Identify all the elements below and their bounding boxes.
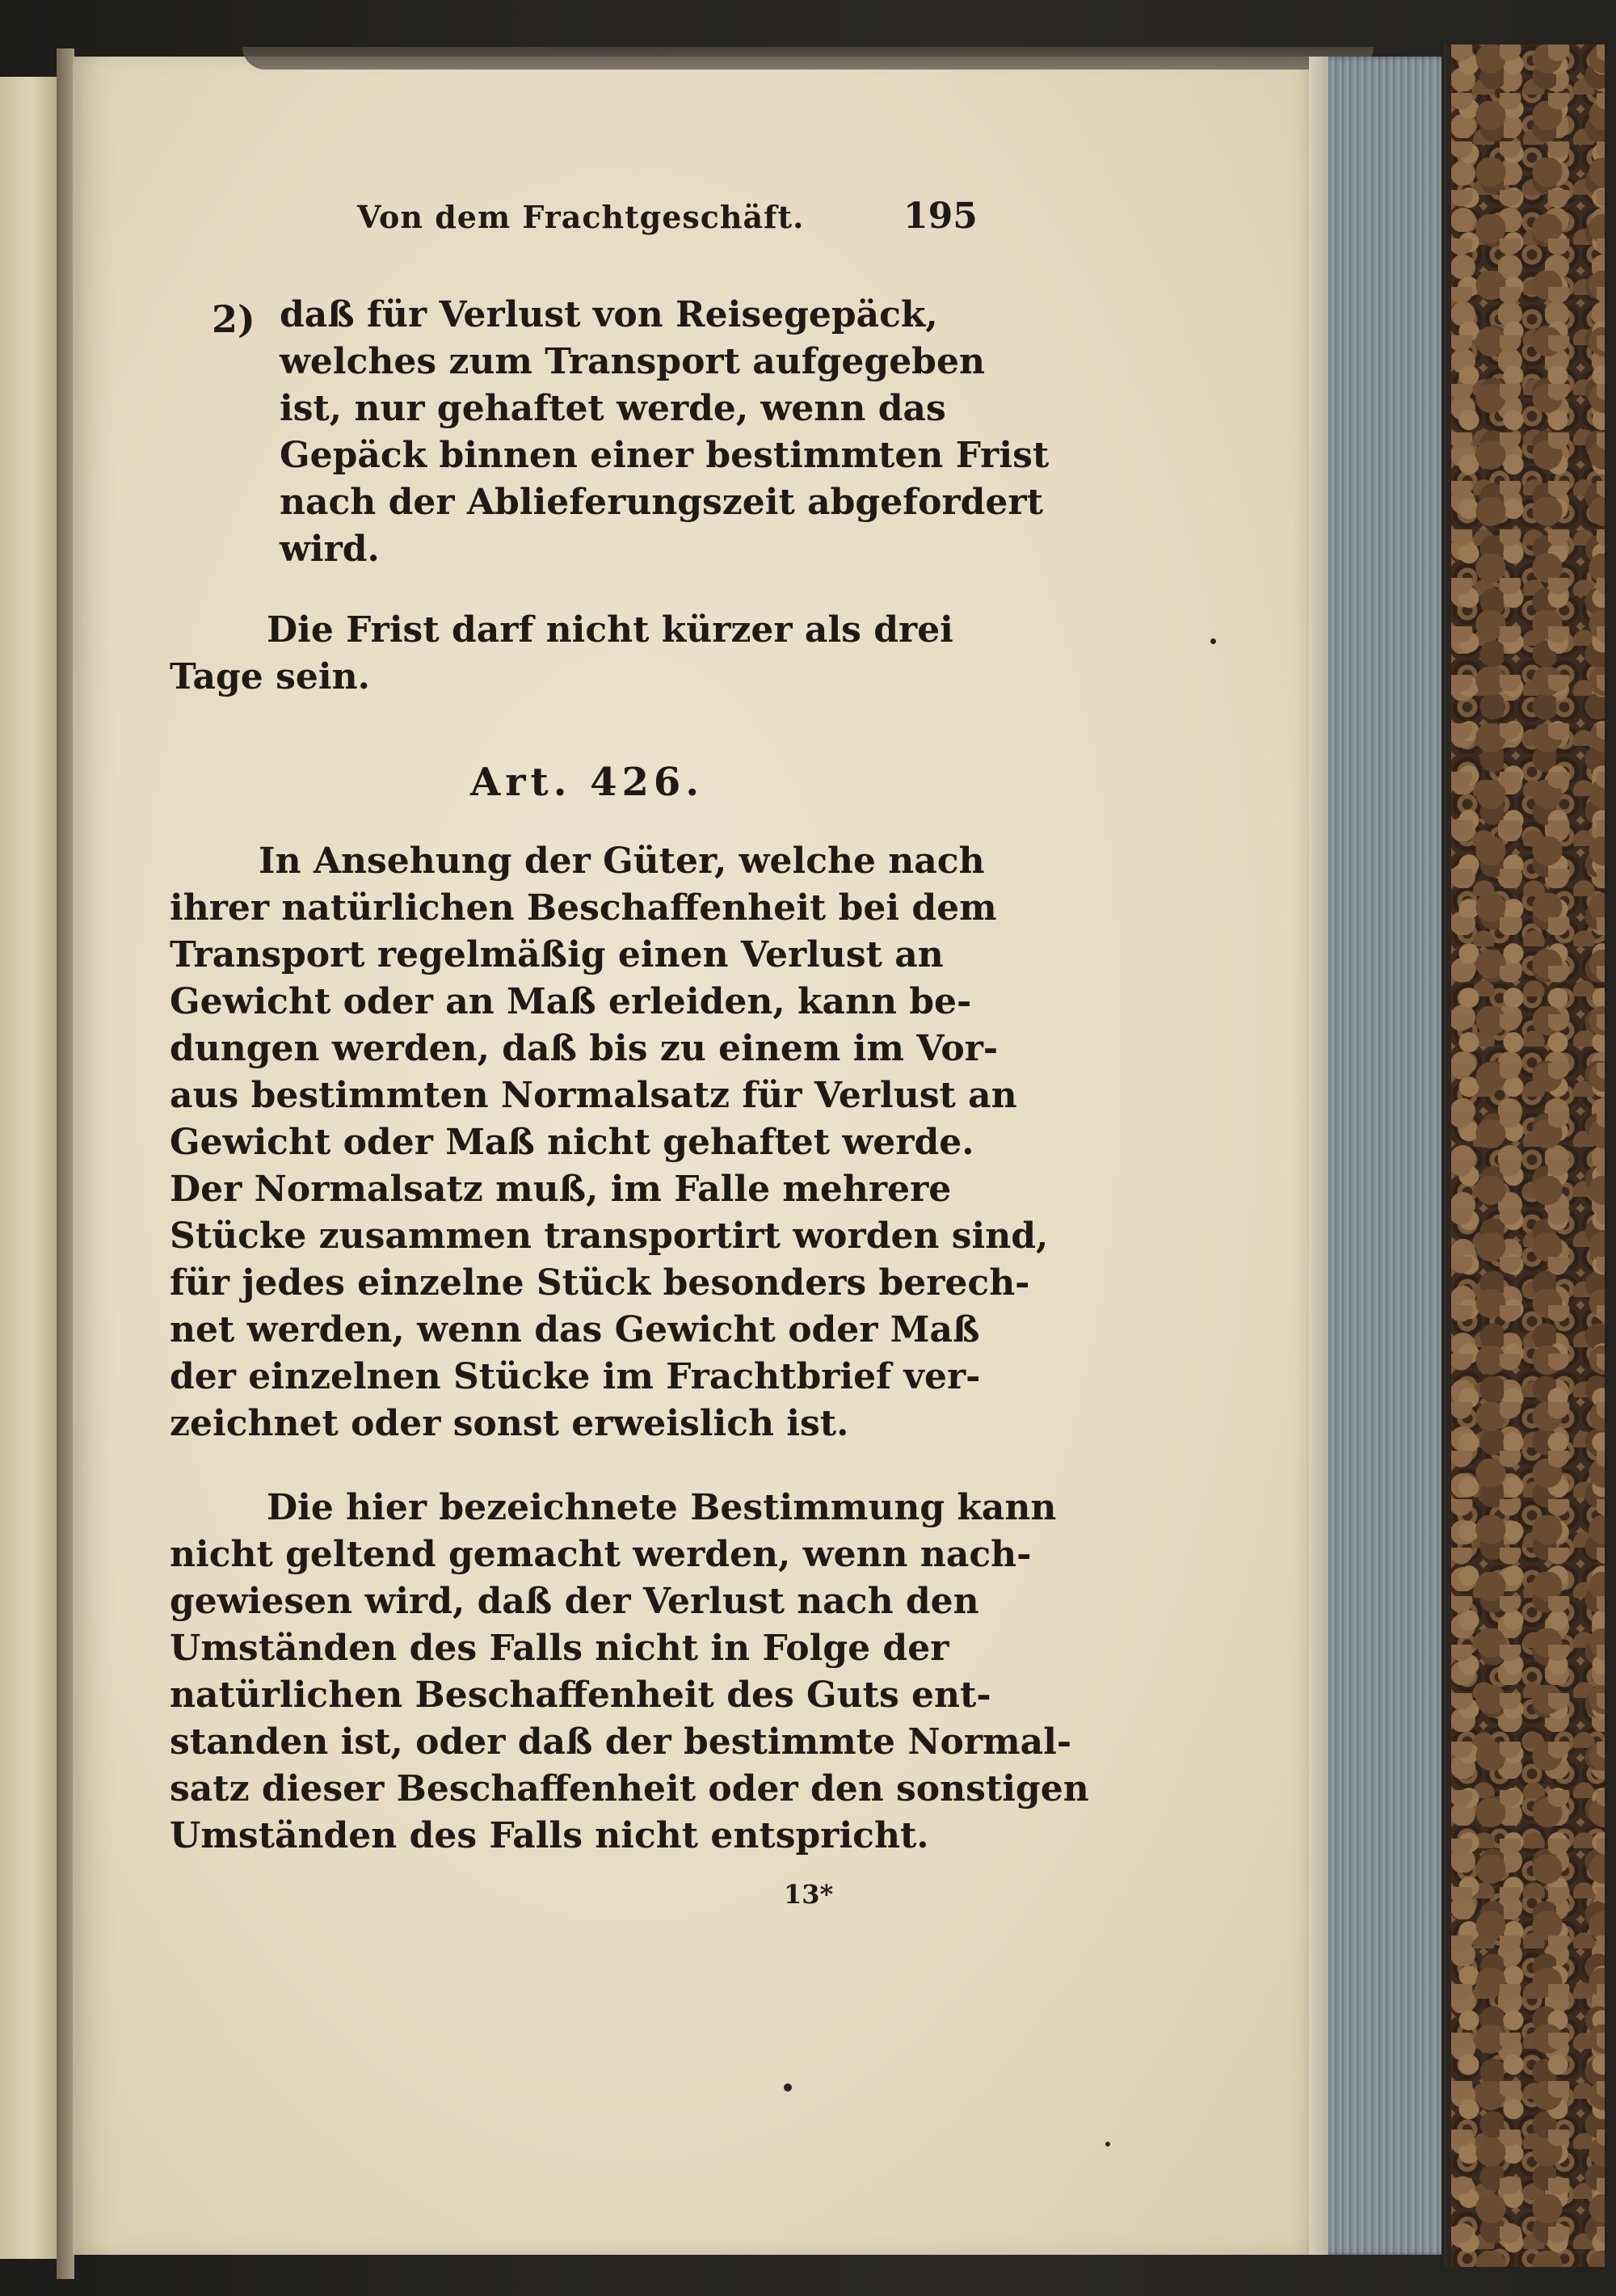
text-line [280,294,974,335]
text-line: standen ist, oder daß der bestimmte Normal- [170,1721,1072,1763]
text-line: dungen werden, daß bis zu einem im Vor- [170,1028,999,1069]
running-head: Von dem Frachtgeschäft. [357,199,805,235]
article-heading: Art. 426. [470,760,705,805]
text-line: Gewicht oder Maß nicht gehaftet werde. [170,1122,974,1163]
text-line: In Ansehung der Güter, welche nach [259,840,985,882]
text-line: satz dieser Beschaffenheit oder den sonstigen [170,1768,1089,1809]
text-line: Tage sein. [170,656,370,697]
item-marker: 2) [212,297,255,341]
paper-speck [1105,2142,1110,2146]
text-line: wird. [280,529,380,570]
text-line: Gepäck binnen einer bestimmten Frist [280,435,1050,476]
text-line: zeichnet oder sonst erweislich ist. [170,1403,849,1444]
paper-speck [784,2083,792,2092]
text-line: nach der Ablieferungszeit abgefordert [280,482,1043,523]
text-line: natürlichen Beschaffenheit des Guts ent- [170,1675,991,1716]
paper-speck [1210,638,1216,644]
text-line: ist, nur gehaftet werde, wenn das [280,388,946,429]
top-page-edge [242,47,1374,70]
text-line: welches zum Transport aufgegeben [280,341,985,382]
text-line: Der Normalsatz muß, im Falle mehrere [170,1169,952,1210]
text-line: nicht geltend gemacht werden, wenn nach- [170,1534,1032,1575]
text-line: Die Frist darf nicht kürzer als drei [267,609,953,651]
text-line: ihrer natürlichen Beschaffenheit bei dem [170,887,997,929]
page-block-edges [1309,57,1446,2255]
text-line: Transport regelmäßig einen Verlust an [170,934,944,975]
text-line: gewiesen wird, daß der Verlust nach den [170,1581,979,1622]
text-line: aus bestimmten Normalsatz für Verlust an [170,1075,1017,1116]
text-line: Gewicht oder an Maß erleiden, kann be- [170,981,972,1022]
text-line: Umständen des Falls nicht in Folge der [170,1628,949,1669]
text-line: Stücke zusammen transportirt worden sind, [170,1215,1049,1257]
text-line: Umständen des Falls nicht entspricht. [170,1815,929,1856]
facing-page-edge [0,77,60,2259]
marbled-cover [1446,44,1605,2267]
page-number: 195 [903,196,978,237]
book-gutter [57,48,74,2279]
text-line: für jedes einzelne Stück besonders berech- [170,1262,1030,1304]
text-line: Die hier bezeichnete Bestimmung kann [267,1487,1057,1528]
text-line: der einzelnen Stücke im Frachtbrief ver- [170,1356,981,1397]
page-header [162,196,978,255]
page-block-highlight [1309,57,1328,2255]
signature-mark: 13* [784,1879,834,1910]
text-line: net werden, wenn das Gewicht oder Maß [170,1309,980,1350]
line-text: daß für Verlust von Reisegepäck, [280,294,938,335]
